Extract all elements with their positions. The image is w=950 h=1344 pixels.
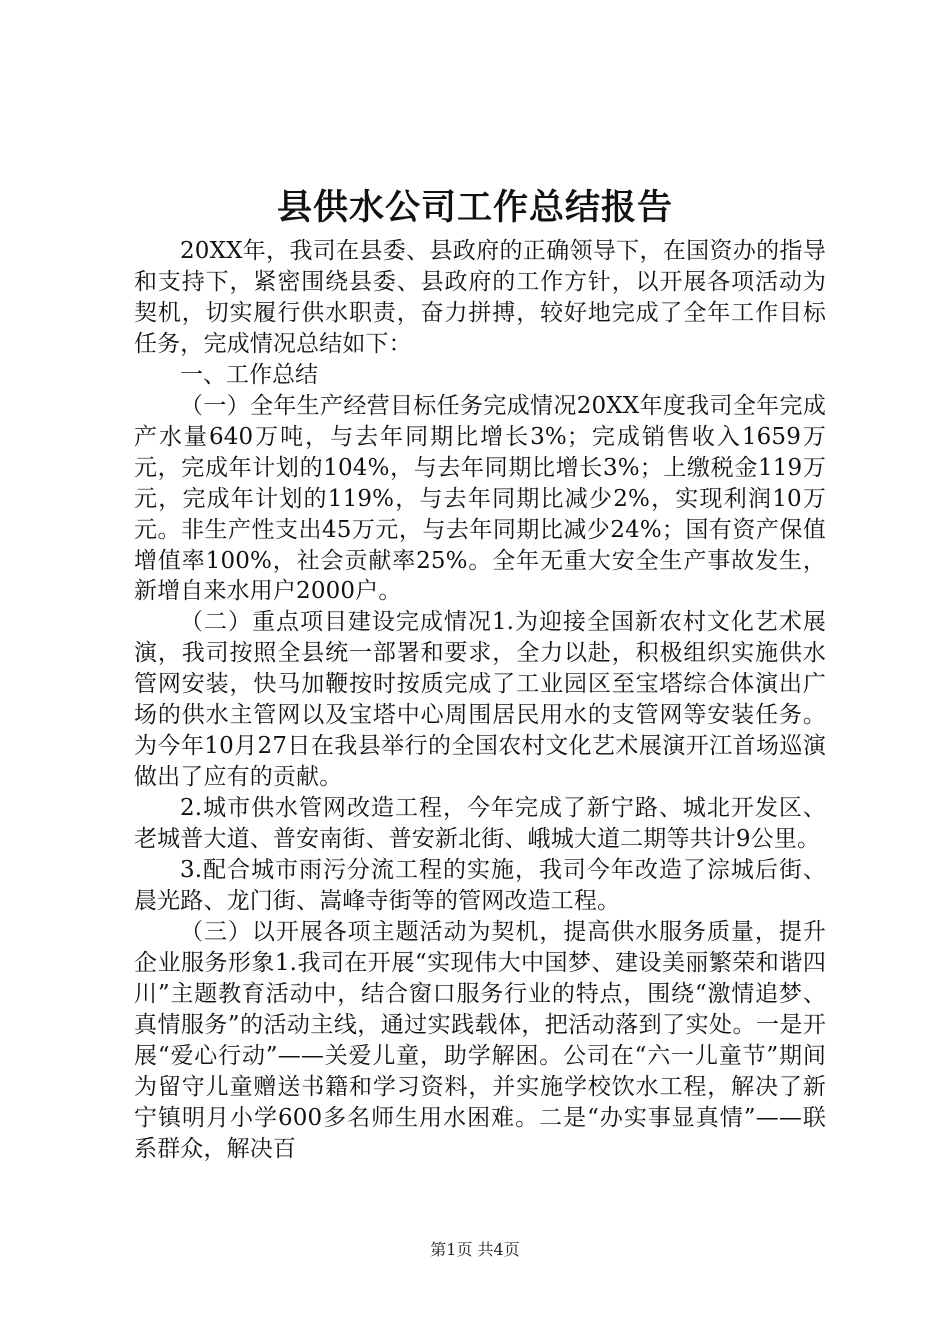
- service-activities-paragraph: （三）以开展各项主题活动为契机，提高供水服务质量，提升企业服务形象1.我司在开展“实现伟大中国梦、建设美丽繁荣和谐四川”主题教育活动中，结合窗口服务行业的特点，围绕“激情追梦、真情服务”的活动主线，通过实践载体，把活动落到了实处。一是开展“爱心行动”——关爱儿童，助学解困。公司在“六一儿童节”期间为留守儿童赠送书籍和学习资料，并实施学校饮水工程，解决了新宁镇明月小学600多名师生用水困难。二是“办实事显真情”——联系群众，解决百: [134, 918, 826, 1162]
- section-heading-work-summary: 一、工作总结: [180, 361, 318, 388]
- document-body: [134, 236, 826, 1165]
- intro-paragraph: 20XX年，我司在县委、县政府的正确领导下，在国资办的指导和支持下，紧密围绕县委、县政府的工作方针，以开展各项活动为契机，切实履行供水职责，奋力拼搏，较好地完成了全年工作目标任务，完成情况总结如下：: [134, 238, 826, 357]
- page-footer: 第1页 共4页: [430, 1240, 520, 1259]
- document-title: 县供水公司工作总结报告: [276, 188, 673, 228]
- pipeline-renovation-paragraph: 2.城市供水管网改造工程，今年完成了新宁路、城北开发区、老城普大道、普安南街、普安新北街、峨城大道二期等共计9公里。: [134, 795, 826, 853]
- rain-sewage-paragraph: 3.配合城市雨污分流工程的实施，我司今年改造了淙城后街、晨光路、龙门街、嵩峰寺街等的管网改造工程。: [134, 857, 826, 915]
- key-projects-paragraph: （二）重点项目建设完成情况1.为迎接全国新农村文化艺术展演，我司按照全县统一部署和要求，全力以赴，积极组织实施供水管网安装，快马加鞭按时按质完成了工业园区至宝塔综合体演出广场的供水主管网以及宝塔中心周围居民用水的支管网等安装任务。为今年10月27日在我县举行的全国农村文化艺术展演开江首场巡演做出了应有的贡献。: [134, 609, 826, 791]
- production-targets-paragraph: （一）全年生产经营目标任务完成情况20XX年度我司全年完成产水量640万吨，与去年同期比增长3%；完成销售收入1659万元，完成年计划的104%，与去年同期比增长3%；上缴税金119万元，完成年计划的119%，与去年同期比减少2%，实现利润10万元。非生产性支出45万元，与去年同期比减少24%；国有资产保值增值率100%，社会贡献率25%。全年无重大安全生产事故发生，新增自来水用户2000户。: [134, 392, 826, 605]
